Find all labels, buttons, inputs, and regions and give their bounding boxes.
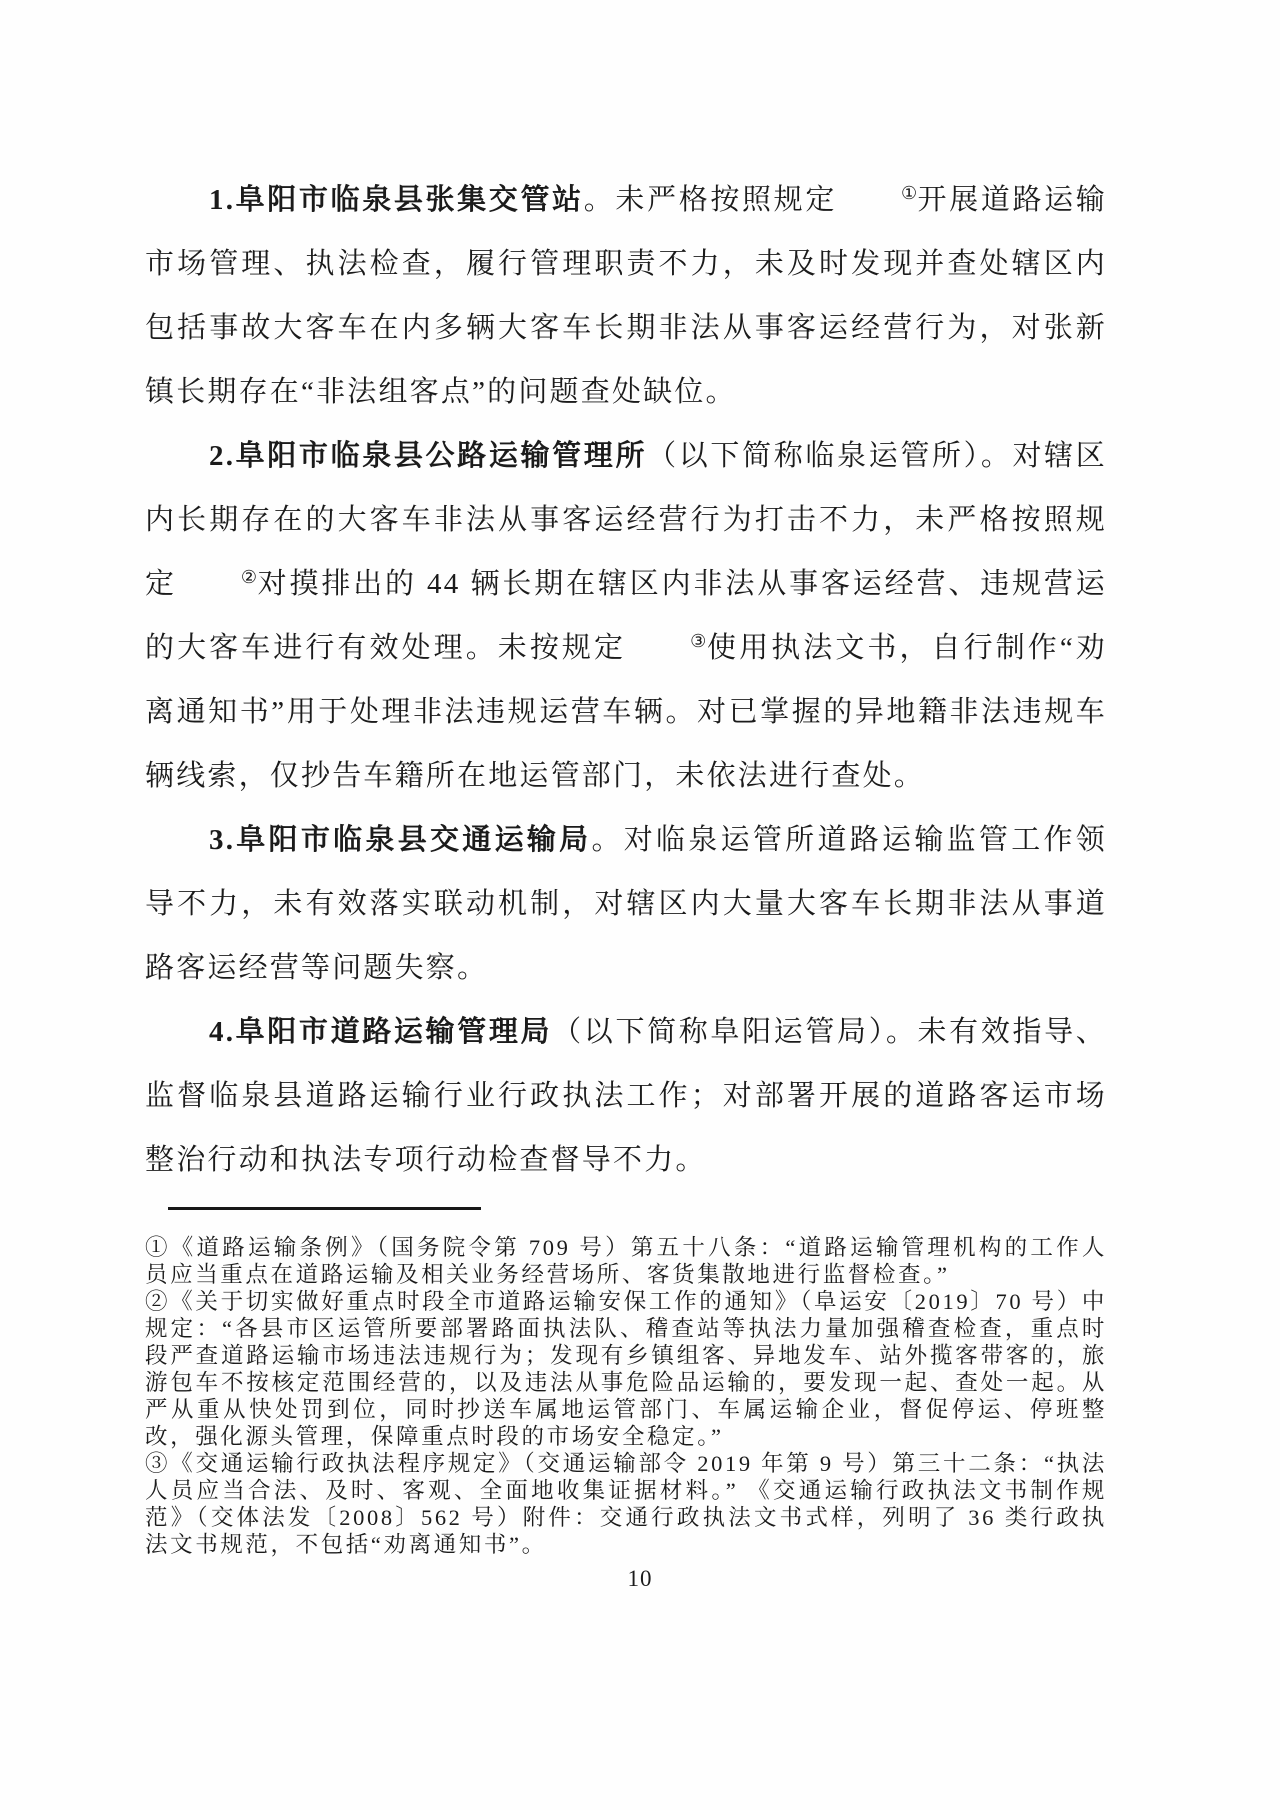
footnotes	[145, 1234, 1107, 1558]
paragraph-text: 。对临泉运管所道路运输监管工作领导不力，未有效落实联动机制，对辖区内大量大客车长期非法从事道路客运经营等问题失察。	[145, 824, 1107, 984]
footnote-separator	[168, 1207, 481, 1210]
entity-heading: 1.阜阳市临泉县张集交管站	[209, 184, 584, 216]
entity-heading: 4.阜阳市道路运输管理局	[209, 1016, 553, 1048]
entity-heading: 2.阜阳市临泉县公路运输管理所	[209, 440, 648, 472]
footnote-3: ③《交通运输行政执法程序规定》（交通运输部令 2019 年第 9 号）第三十二条：“执法人员应当合法、及时、客观、全面地收集证据材料。” 《交通运输行政执法文书制作规范》（交体法发〔2008〕562 号）附件：交通行政执法文书式样，列明了 36 类行政执法文书规范，不包括“劝离通知书”。	[145, 1451, 1107, 1557]
footnote-2: ②《关于切实做好重点时段全市道路运输安保工作的通知》（阜运安〔2019〕70 号）中规定：“各县市区运管所要部署路面执法队、稽查站等执法力量加强稽查检查，重点时段严查道路运输市场违法违规行为；发现有乡镇组客、异地发车、站外揽客带客的，旅游包车不按核定范围经营的，以及违法从事危险品运输的，要发现一起、查处一起。从严从重从快处罚到位，同时抄送车属地运管部门、车属运输企业，督促停运、停班整改，强化源头管理，保障重点时段的市场安全稳定。”	[145, 1289, 1107, 1449]
body-paragraph-4	[145, 1000, 1107, 1192]
paragraph-text: 开展道路运输市场管理、执法检查，履行管理职责不力，未及时发现并查处辖区内包括事故大客车在内多辆大客车长期非法从事客运经营行为，对张新镇长期存在“非法组客点”的问题查处缺位。	[145, 184, 1107, 408]
paragraph-text: 。未严格按照规定	[583, 184, 837, 216]
paragraph-text: 使用执法文书，自行制作“劝离通知书”用于处理非法违规运营车辆。对已掌握的异地籍非法违规车辆线索，仅抄告车籍所在地运管部门，未依法进行查处。	[145, 632, 1107, 792]
body-text	[145, 168, 1107, 1192]
body-paragraph-1: 1.阜阳市临泉县张集交管站。未严格按照规定 ①开展道路运输市场管理、执法检查，履行管理职责不力，未及时发现并查处辖区内包括事故大客车在内多辆大客车长期非法从事客运经营行为，对张新镇长期存在“非法组客点”的问题查处缺位。	[145, 183, 1107, 408]
footnote-1: ①《道路运输条例》（国务院令第 709 号）第五十八条：“道路运输管理机构的工作人员应当重点在道路运输及相关业务经营场所、客货集散地进行监督检查。”	[145, 1235, 1107, 1287]
entity-heading: 3.阜阳市临泉县交通运输局	[209, 824, 592, 856]
page-number: 10	[627, 1566, 653, 1591]
paragraph-text: （以下简称临泉运管所）。对辖区内长期存在的大客车非法从事客运经营行为打击不力，未严格按照规定	[145, 440, 1107, 600]
paragraph-text: （以下简称阜阳运管局）。未有效指导、监督临泉县道路运输行业行政执法工作；对部署开展的道路客运市场整治行动和执法专项行动检查督导不力。	[145, 1016, 1107, 1176]
body-paragraph-2: 2.阜阳市临泉县公路运输管理所（以下简称临泉运管所）。对辖区内长期存在的大客车非法从事客运经营行为打击不力，未严格按照规定 ②对摸排出的 44 辆长期在辖区内非法从事客运经营、违规营运的大客车进行有效处理。未按规定 ③使用执法文书，自行制作“劝离通知书”用于处理非法违规运营车辆。对已掌握的异地籍非法违规车辆线索，仅抄告车籍所在地运管部门，未依法进行查处。	[145, 440, 1107, 792]
paragraph-text: 对摸排出的 44 辆长期在辖区内非法从事客运经营、违规营运的大客车进行有效处理。未按规定	[145, 568, 1107, 664]
body-paragraph-3	[145, 808, 1107, 1000]
